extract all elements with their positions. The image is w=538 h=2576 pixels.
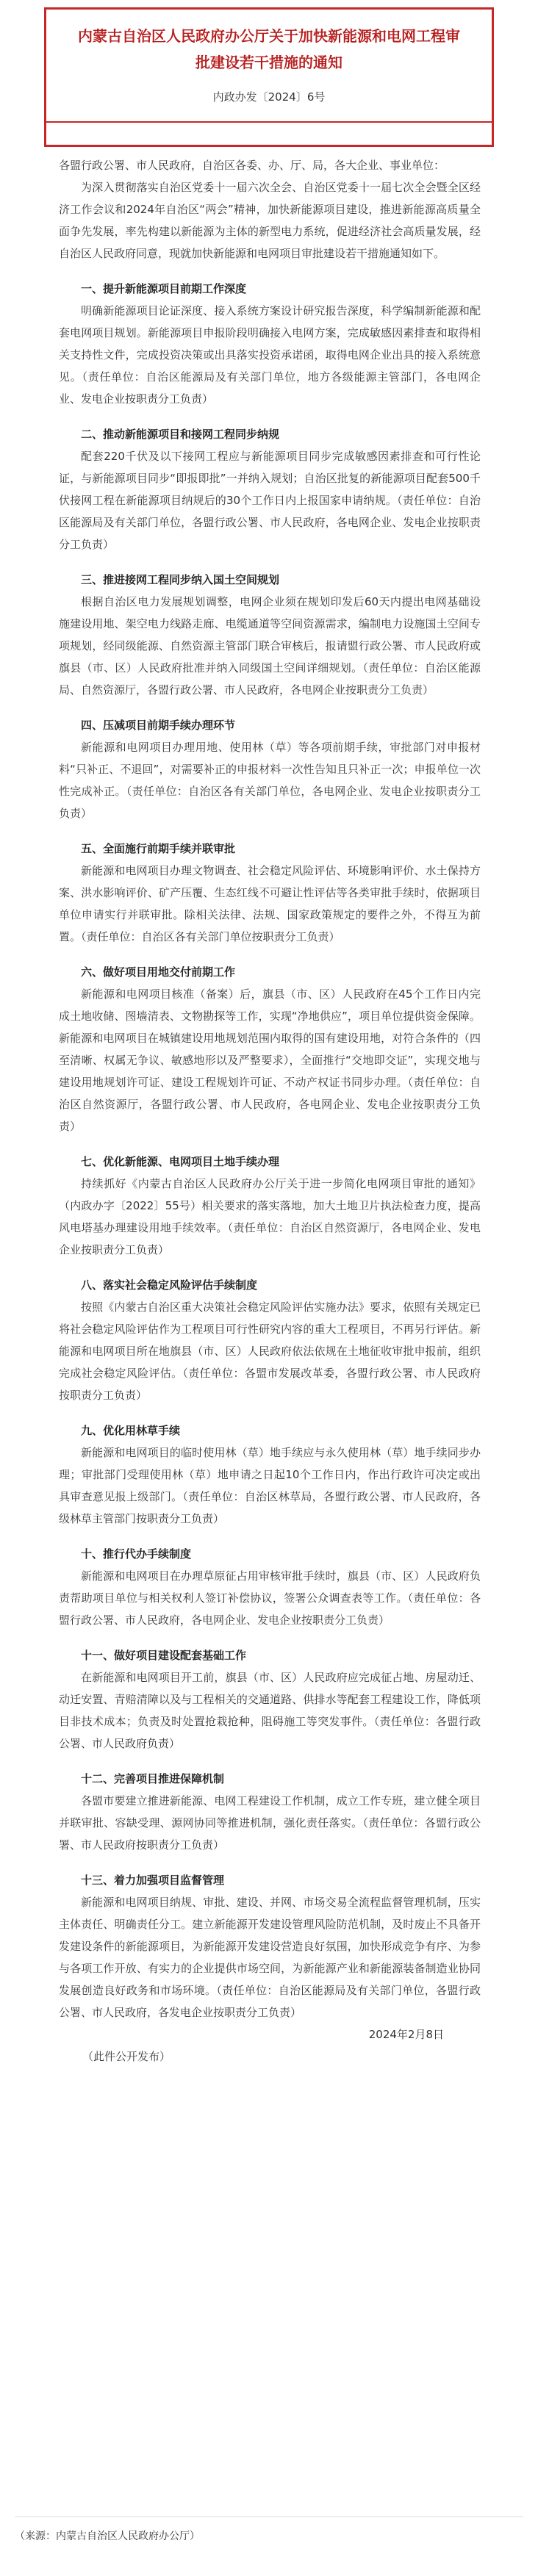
section-body: 持续抓好《内蒙古自治区人民政府办公厅关于进一步简化电网项目审批的通知》（内政办字〔2022〕55号）相关要求的落实落地，加大土地卫片执法检查力度，提高风电塔基办理建设用地手续效率。（责任单位：自治区自然资源厅，各电网企业、发电企业按职责分工负责）	[59, 1177, 481, 1256]
section-title: 四、压减项目前期手续办理环节	[81, 719, 236, 732]
intro-paragraph: 为深入贯彻落实自治区党委十一届六次全会、自治区党委十一届七次全会暨全区经济工作会议和2024年自治区“两会”精神，加快新能源项目建设，推进新能源高质量全面争先发展，率先构建以新能源为主体的新型电力系统，促进经济社会高质量发展，经自治区人民政府同意，现就加快新能源和电网项目审批建设若干措施通知如下。	[59, 181, 481, 260]
section-title: 九、优化用林草手续	[81, 1424, 181, 1437]
document-body	[59, 154, 481, 2068]
document-number: 内政办发〔2024〕6号	[212, 90, 326, 104]
section-title: 八、落实社会稳定风险评估手续制度	[81, 1278, 258, 1292]
section	[59, 1644, 481, 1755]
section-body: 按照《内蒙古自治区重大决策社会稳定风险评估实施办法》要求，依照有关规定已将社会稳定风险评估作为工程项目可行性研究内容的重大工程项目，不再另行评估。新能源和电网项目所在地旗县（市、区）人民政府依法依规在土地征收审批申报前，组织完成社会稳定风险评估。（责任单位：各盟市发展改革委，各盟行政公署、市人民政府按职责分工负责）	[59, 1300, 481, 1402]
section	[59, 1869, 481, 2023]
section-body: 新能源和电网项目办理用地、使用林（草）等各项前期手续，审批部门对申报材料“只补正、不退回”，对需要补正的申报材料一次性告知且只补正一次；申报单位一次性完成补正。（责任单位：自治区各有关部门单位，各电网企业、发电企业按职责分工负责）	[59, 741, 481, 820]
section-title: 六、做好项目用地交付前期工作	[81, 965, 236, 979]
section	[59, 569, 481, 701]
section-title: 七、优化新能源、电网项目土地手续办理	[81, 1155, 280, 1168]
section	[59, 1768, 481, 1856]
section-body: 新能源和电网项目核准（备案）后，旗县（市、区）人民政府在45个工作日内完成土地收储、图墙清表、文物勘探等工作，实现“净地供应”，项目单位提供资金保障。新能源和电网项目在城镇建设用地规划范围内取得的国有建设用地，对符合条件的（四至清晰、权属无争议、敏感地形以及严整要求），全面推行“交地即交证”，实现交地与建设用地规划许可证、建设工程规划许可证、不动产权证书同步办理。（责任单位：自治区自然资源厅，各盟行政公署、市人民政府，各电网企业、发电企业按职责分工负责）	[59, 987, 481, 1133]
section	[59, 1420, 481, 1530]
section-title: 三、推进接网工程同步纳入国土空间规划	[81, 573, 280, 586]
section-body: 各盟市要建立推进新能源、电网工程建设工作机制，成立工作专班，建立健全项目并联审批、容缺受理、源网协同等推进机制，强化责任落实。（责任单位：各盟行政公署、市人民政府按职责分工负责）	[59, 1794, 481, 1852]
section	[59, 838, 481, 948]
section	[59, 714, 481, 824]
document-header	[44, 7, 494, 147]
section-body: 根据自治区电力发展规划调整，电网企业须在规划印发后60天内提出电网基础设施建设用地、架空电力线路走廊、电缆通道等空间资源需求，编制电力设施国土空间专项规划，经同级能源、自然资源主管部门联合审核后，报请盟行政公署、市人民政府或旗县（市、区）人民政府批准并纳入同级国土空间详细规划。（责任单位：自治区能源局、自然资源厅，各盟行政公署、市人民政府，各电网企业按职责分工负责）	[59, 595, 481, 697]
section-body: 新能源和电网项目纳规、审批、建设、并网、市场交易全流程监督管理机制，压实主体责任、明确责任分工。建立新能源开发建设管理风险防范机制，及时废止不具备开发建设条件的新能源项目，为新能源开发建设营造良好氛围，加快形成竞争有序、为参与各项工作开放、有实力的企业提供市场空间，为新能源产业和新能源装备制造业协同发展创造良好政务和市场环境。（责任单位：自治区能源局及有关部门单位，各盟行政公署、市人民政府，各发电企业按职责分工负责）	[59, 1896, 481, 2019]
issue-date: 2024年2月8日	[368, 2028, 444, 2041]
section-body: 明确新能源项目论证深度、接入系统方案设计研究报告深度，科学编制新能源和配套电网项目规划。新能源项目申报阶段明确接入电网方案，完成敏感因素排查和取得相关支持性文件，完成投资决策或出具落实投资承诺函，取得电网企业出具的接入系统意见。（责任单位：自治区能源局及有关部门单位，地方各级能源主管部门，各电网企业、发电企业按职责分工负责）	[59, 304, 481, 406]
section-title: 十一、做好项目建设配套基础工作	[81, 1649, 247, 1662]
section-title: 十、推行代办手续制度	[81, 1547, 192, 1561]
document-title: 内蒙古自治区人民政府办公厅关于加快新能源和电网工程审批建设若干措施的通知	[78, 27, 460, 71]
red-divider	[46, 121, 492, 123]
footer-divider	[15, 2516, 523, 2517]
section	[59, 961, 481, 1137]
section	[59, 1543, 481, 1631]
section	[59, 423, 481, 555]
section-title: 十三、着力加强项目监督管理	[81, 1874, 225, 1887]
section-body: 在新能源和电网项目开工前，旗县（市、区）人民政府应完成征占地、房屋动迁、动迁安置、青赔清障以及与工程相关的交通道路、供排水等配套工程建设工作，降低项目非技术成本；负责及时处置抢栽抢种，阻碍施工等突发事件。（责任单位：各盟行政公署、市人民政府负责）	[59, 1671, 481, 1750]
source-attribution: （来源：内蒙古自治区人民政府办公厅）	[15, 2530, 200, 2542]
addressee: 各盟行政公署、市人民政府，自治区各委、办、厅、局，各大企业、事业单位：	[59, 159, 445, 172]
section	[59, 1151, 481, 1261]
section-body: 新能源和电网项目办理文物调查、社会稳定风险评估、环境影响评价、水土保持方案、洪水影响评价、矿产压覆、生态红线不可避让性评估等各类审批手续时，依据项目单位申请实行并联审批。除相关法律、法规、国家政策规定的要件之外，不得互为前置。（责任单位：自治区各有关部门单位按职责分工负责）	[59, 864, 481, 943]
section-body: 新能源和电网项目的临时使用林（草）地手续应与永久使用林（草）地手续同步办理；审批部门受理使用林（草）地申请之日起10个工作日内，作出行政许可决定或出具审查意见报上级部门。（责任单位：自治区林草局，各盟行政公署、市人民政府，各级林草主管部门按职责分工负责）	[59, 1446, 481, 1525]
section	[59, 278, 481, 410]
section-title: 二、推动新能源项目和接网工程同步纳规	[81, 428, 280, 441]
section-body: 新能源和电网项目在办理草原征占用审核审批手续时，旗县（市、区）人民政府负责帮助项目单位与相关权利人签订补偿协议，签署公众调查表等工作。（责任单位：各盟行政公署、市人民政府，各电网企业、发电企业按职责分工负责）	[59, 1569, 481, 1627]
section-title: 十二、完善项目推进保障机制	[81, 1772, 225, 1785]
section-title: 一、提升新能源项目前期工作深度	[81, 282, 247, 295]
section-title: 五、全面施行前期手续并联审批	[81, 842, 236, 855]
section	[59, 1274, 481, 1406]
section-body: 配套220千伏及以下接网工程应与新能源项目同步完成敏感因素排查和可行性论证，与新能源项目同步“即报即批”一并纳入规划；自治区批复的新能源项目配套500千伏接网工程在新能源项目纳规后的30个工作日内上报国家申请纳规。（责任单位：自治区能源局及有关部门单位，各盟行政公署、市人民政府，各电网企业、发电企业按职责分工负责）	[59, 450, 481, 551]
publication-note: （此件公开发布）	[82, 2050, 171, 2063]
